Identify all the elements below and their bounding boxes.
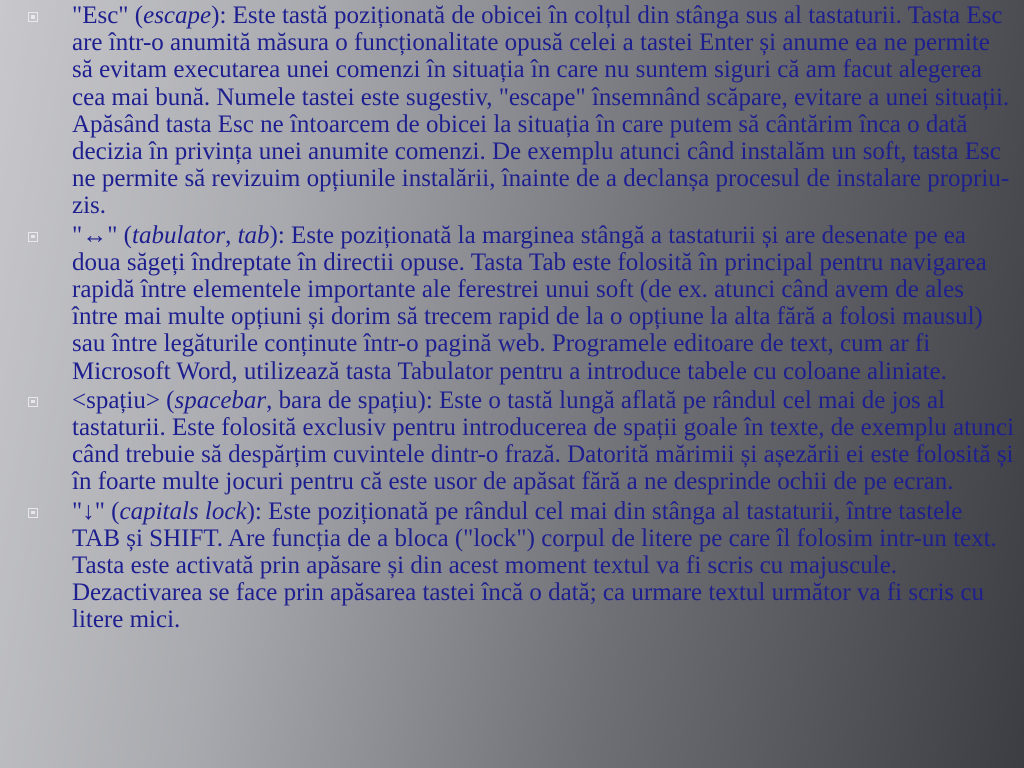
bullet-item-esc (0, 2, 1024, 220)
key-name: "↓" (72, 497, 105, 525)
key-description: ): Este poziționată pe rândul cel mai din stânga al tastaturii, între tastele TAB și SHIFT. Are funcția de a bloca ("lock") corpul de litere pe care îl folosim intr-un text. Tasta este activată prin apăsare și din acest moment textul va fi scris cu majuscule. Dezactivarea se face prin apăsarea tastei încă o dată; ca urmare textul următor va fi scris cu litere mici. (72, 497, 997, 634)
key-term: escape (143, 2, 212, 29)
paren-open: ( (117, 221, 132, 249)
key-term-alt: tab (237, 221, 270, 249)
square-bullet-icon (28, 232, 38, 242)
key-description: ): Este poziționată la marginea stângă a tastaturii și are desenate pe ea doua săgeți îndreptate în directii opuse. Tasta Tab este folosită în principal pentru navigarea rapidă între elementele importante ale ferestrei unui soft (de ex. atunci când avem de ales între mai multe opțiuni și dorim să trecem rapid de la o opțiune la alta fără a folosi mausul) sau între legăturile conținute într-o pagină web. Programele editoare de text, cum ar fi Microsoft Word, utilizează tasta Tabulator pentru a introduce tabele cu coloane aliniate. (72, 221, 987, 385)
term-extra: , bara de spațiu (266, 386, 418, 414)
square-bullet-icon (28, 12, 38, 22)
key-term: capitals lock (119, 497, 247, 525)
key-term: spacebar (174, 386, 267, 414)
square-bullet-icon (28, 397, 38, 407)
bullet-list (0, 2, 1024, 636)
paren-open: ( (128, 2, 144, 29)
key-description: ): Este o tastă lungă aflată pe rândul cel mai de jos al tastaturii. Este folosită exclusiv pentru introducerea de spații goale în texte, de exemplu atunci când trebuie să despărțim cuvintele dintr-o frază. Datorită mărimii și așezării ei este folosită și în foarte multe jocuri pentru că este usor de apăsat fără a ne desprinde ochii de pe ecran. (72, 386, 1015, 496)
bullet-item-space (0, 387, 1024, 496)
paren-open: ( (159, 386, 175, 414)
key-name: <spațiu> (72, 386, 160, 414)
key-term: tabulator (132, 221, 226, 249)
key-name: "Esc" (72, 2, 129, 29)
bullet-item-capslock (0, 498, 1024, 634)
key-description: ): Este tastă poziționată de obicei în colțul din stânga sus al tastaturii. Tasta Esc are într-o anumită măsura o funcționalitate opusă celei a tastei Enter și anume ea ne permite să evitam executarea unei comenzi în situația în care nu suntem siguri că am facut alegerea cea mai bună. Numele tastei este sugestiv, "escape" însemnând scăpare, evitare a unei situații. Apăsând tasta Esc ne întoarcem de obicei la situația în care putem să cântărim înca o dată decizia în privința unei anumite comenzi. De exemplu atunci când instalăm un soft, tasta Esc ne permite să revizuim opțiunile instalării, înainte de a declanșa procesul de instalare propriu-zis. (72, 2, 1010, 220)
key-name: "↔" (72, 221, 118, 249)
bullet-item-tab (0, 222, 1024, 385)
paren-open: ( (104, 497, 120, 525)
square-bullet-icon (28, 508, 38, 518)
term-separator: , (225, 221, 238, 249)
